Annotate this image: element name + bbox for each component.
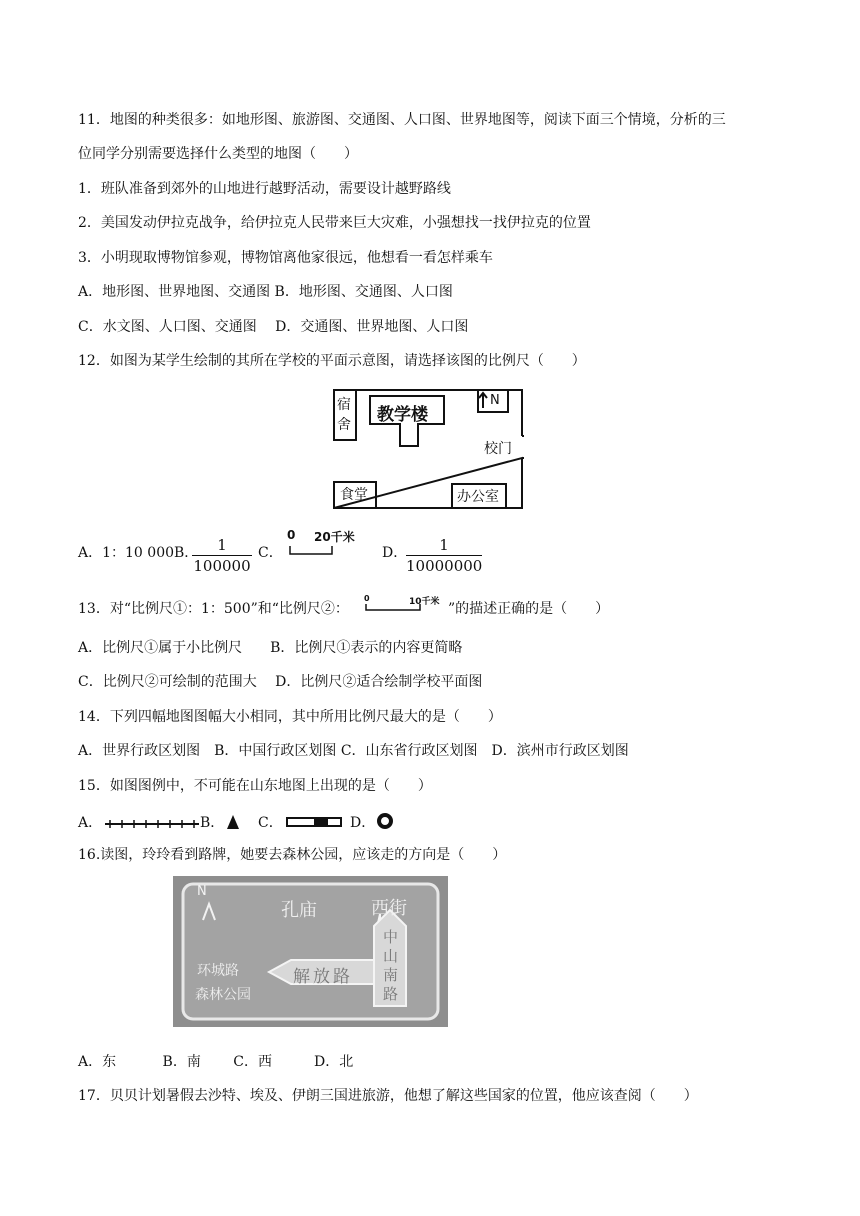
q13-options-line2: C．比例尺②可绘制的范围大 D．比例尺②适合绘制学校平面图 <box>78 674 483 690</box>
q12-option-c-scale-bar <box>284 530 356 558</box>
q13-scale-zero: 0 <box>364 594 370 603</box>
q15-option-d-label: D． <box>350 815 376 831</box>
q11-stem-line2: 位同学分别需要选择什么类型的地图（ ） <box>78 146 358 162</box>
ring-symbol-icon <box>376 812 394 830</box>
q11-item-2: 2．美国发动伊拉克战争，给伊拉克人民带来巨大灾难，小强想找一找伊拉克的位置 <box>78 215 591 231</box>
q12-scale-zero: 0 <box>287 528 296 542</box>
q12-stem: 12．如图为某学生绘制的其所在学校的平面示意图，请选择该图的比例尺（ ） <box>78 353 586 369</box>
q12-option-b-denominator: 100000 <box>193 557 251 575</box>
sign-zhongshan-south-label: 中山南路 <box>383 928 399 1003</box>
school-plan-figure <box>332 388 524 510</box>
q12-option-d-numerator: 1 <box>406 536 482 556</box>
q12-option-a: A．1：10 000B． <box>78 545 199 561</box>
q15-option-b-label: B． <box>200 815 225 831</box>
sign-north-label: N <box>197 884 207 899</box>
gate-lines <box>522 436 524 458</box>
railway-symbol-icon <box>104 818 200 830</box>
q13-options-line1: A．比例尺①属于小比例尺 B．比例尺①表示的内容更简略 <box>78 640 463 656</box>
q12-option-b-fraction <box>192 536 252 575</box>
north-arrow-icon <box>479 393 487 408</box>
q12-option-d-prefix: D． <box>382 545 408 561</box>
q12-option-d-fraction <box>406 536 482 575</box>
gate-label: 校门 <box>484 441 512 457</box>
sign-west-street-label: 西街 <box>371 898 407 919</box>
q11-item-1: 1．班队准备到郊外的山地进行越野活动，需要设计越野路线 <box>78 181 451 197</box>
office-label: 办公室 <box>457 489 499 505</box>
teaching-building-label: 教学楼 <box>377 405 428 425</box>
q13-scale-label: 10千米 <box>409 597 440 607</box>
q15-option-c-label: C． <box>258 815 283 831</box>
q13-scale-bar <box>364 596 448 616</box>
q11-options-line1: A．地形图、世界地图、交通图 B．地形图、交通图、人口图 <box>78 284 453 300</box>
q16-stem: 16.读图，玲玲看到路牌，她要去森林公园，应该走的方向是（ ） <box>78 847 507 863</box>
q12-option-c-prefix: C． <box>258 545 283 561</box>
q17-stem: 17．贝贝计划暑假去沙特、埃及、伊朗三国进旅游，他想了解这些国家的位置，他应该查阅（ ） <box>78 1088 698 1104</box>
q13-stem-part-b: ”的描述正确的是（ ） <box>448 601 610 617</box>
dorm-label-bottom: 舍 <box>337 417 351 433</box>
dorm-label-top: 宿 <box>337 397 351 413</box>
mountain-peak-icon <box>226 814 240 830</box>
canteen-label: 食堂 <box>340 487 368 503</box>
q11-options-line2: C．水文图、人口图、交通图 D．交通图、世界地图、人口图 <box>78 319 469 335</box>
road-sign-figure <box>173 876 448 1027</box>
q12-option-d-denominator: 10000000 <box>406 557 483 575</box>
sign-ring-road-label: 环城路 <box>197 963 239 979</box>
q15-option-a-label: A． <box>78 815 103 831</box>
north-label: N <box>490 393 500 408</box>
q14-options: A．世界行政区划图 B．中国行政区划图 C．山东省行政区划图 D．滨州市行政区划图 <box>78 743 629 759</box>
q13-stem-part-a: 13．对“比例尺①：1：500”和“比例尺②： <box>78 601 349 617</box>
q12-scale-bar-icon <box>284 530 356 558</box>
q11-stem-line1: 11．地图的种类很多：如地形图、旅游图、交通图、人口图、世界地图等，阅读下面三个情境，分析的三 <box>78 112 726 128</box>
scale-segment-icon <box>286 816 342 828</box>
sign-temple-label: 孔庙 <box>281 900 317 921</box>
q14-stem: 14．下列四幅地图图幅大小相同，其中所用比例尺最大的是（ ） <box>78 709 502 725</box>
q11-item-3: 3．小明现取博物馆参观，博物馆离他家很远，他想看一看怎样乘车 <box>78 250 493 266</box>
q12-option-b-numerator: 1 <box>192 536 252 556</box>
sign-jiefang-road-label: 解放路 <box>293 967 353 987</box>
q12-scale-label: 20千米 <box>314 530 355 544</box>
q16-options: A．东 B．南 C．西 D．北 <box>78 1054 354 1070</box>
q13-scale-bar-icon <box>364 596 448 616</box>
sign-forest-park-label: 森林公园 <box>195 987 251 1003</box>
q15-stem: 15．如图图例中，不可能在山东地图上出现的是（ ） <box>78 778 432 794</box>
